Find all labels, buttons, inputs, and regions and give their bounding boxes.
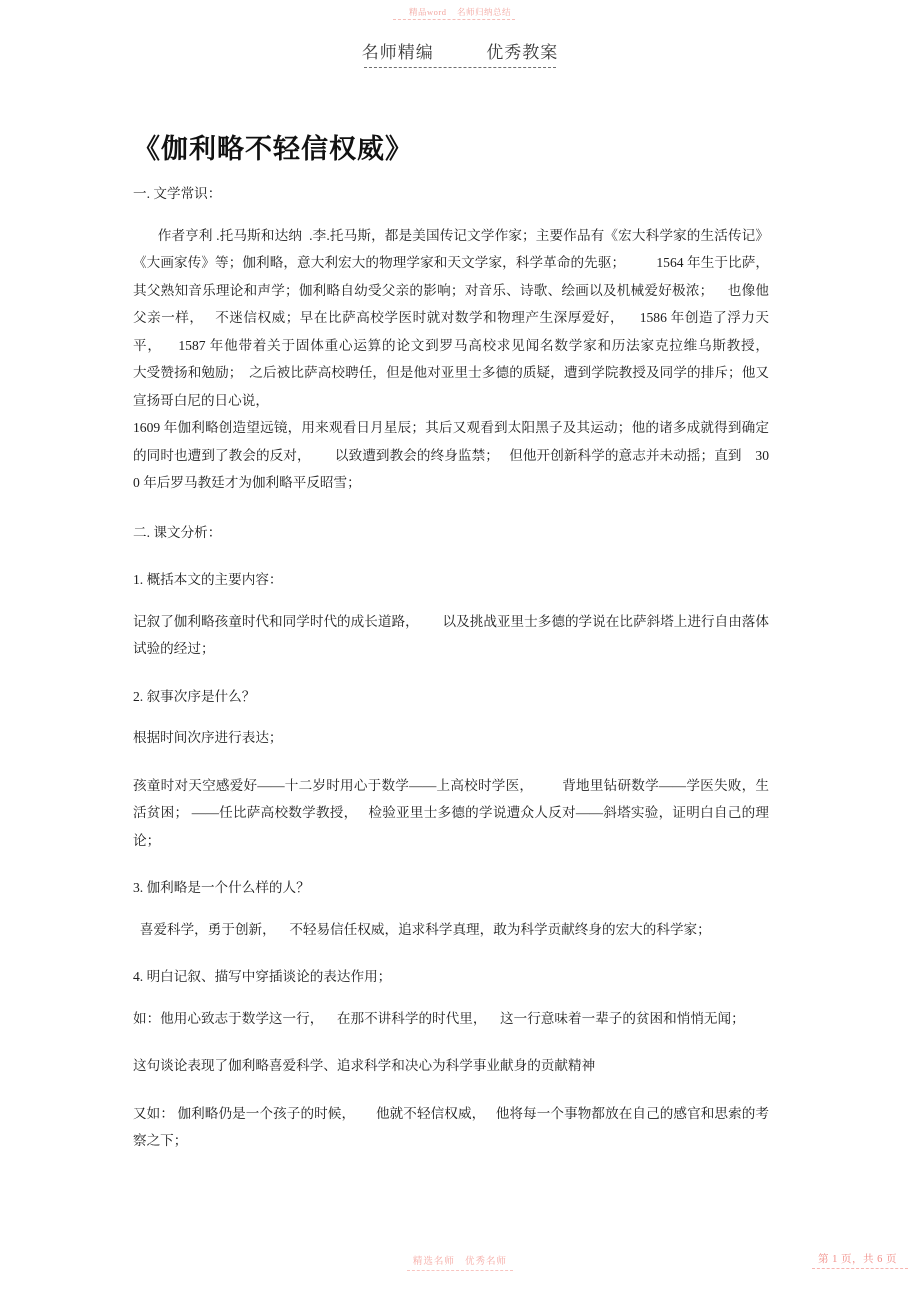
question-4-answer-3: 又如： 伽利略仍是一个孩子的时候， 他就不轻信权威， 他将每一个事物都放在自己的感官和思索的考察之下； (133, 1105, 769, 1148)
page-number-divider (812, 1268, 908, 1269)
bottom-watermark-divider (407, 1270, 513, 1271)
section-heading-literary-knowledge: 一. 文学常识： (133, 186, 222, 201)
paragraph-author-bio: 作者亨利 .托马斯和达纳 .李.托马斯，都是美国传记文学作家；主要作品有《宏大科学家的生活传记》 《大画家传》等；伽利略，意大利宏大的物理学家和天文学家，科学革命的先驱； 1564 年生于比萨，其父熟知音乐理论和声学；伽利略自幼受父亲的影响；对音乐、诗歌、绘画以及机械爱好极浓； 也像他父亲一样， 不迷信权威；早在比萨高校学医时就对数学和物理产生深厚爱好， 1586 年创造了浮力天平， 1587 年他带着关于固体重心运算的论文到罗马高校求见闻名数学家和历法家克拉维乌斯教授， 大受赞扬和勉励； 之后被比萨高校聘任，但是他对亚里士多德的质疑，遭到学院教授及同学的排斥；他又宣扬哥白尼的日心说， (133, 227, 800, 408)
top-watermark: 精品word 名师归纳总结 (409, 7, 511, 17)
question-1-label: 1. 概括本文的主要内容： (133, 572, 283, 587)
page-title: 《伽利略不轻信权威》 (133, 134, 413, 165)
question-4-label: 4. 明白记叙、描写中穿插谈论的表达作用； (133, 969, 392, 984)
question-2-label: 2. 叙事次序是什么？ (133, 688, 256, 704)
question-4-answer-1: 如：他用心致志于数学这一行， 在那不讲科学的时代里， 这一行意味着一辈子的贫困和悄悄无闻； (133, 1010, 745, 1026)
top-watermark-divider (393, 19, 515, 20)
page-number-indicator: 第 1 页，共 6 页 (818, 1254, 897, 1265)
page-header-text: 名师精编 优秀教案 (361, 43, 559, 62)
page-header-divider (364, 67, 557, 68)
paragraph-telescope-legacy: 1609 年伽利略创造望远镜，用来观看日月星辰；其后又观看到太阳黑子及其运动；他的诸多成就得到确定的同时也遭到了教会的反对， 以致遭到教会的终身监禁； 但他开创新科学的意志并未动摇；直到 300 年后罗马教廷才为伽利略平反昭雪； (133, 420, 769, 490)
question-3-answer-1: 喜爱科学，勇于创新， 不轻易信任权威，追求科学真理，敢为科学贡献终身的宏大的科学家； (133, 921, 711, 937)
page-header (0, 38, 920, 68)
question-4-answer-2: 这句谈论表现了伽利略喜爱科学、追求科学和决心为科学事业献身的贡献精神 (133, 1058, 596, 1073)
question-2-answer-2: 孩童时对天空感爱好——十二岁时用心于数学——上高校时学医， 背地里钻研数学——学医失败，生活贫困； ——任比萨高校数学教授， 检验亚里士多德的学说遭众人反对——斜塔实验，证明白自己的理论； (133, 777, 769, 848)
question-1-answer-1: 记叙了伽利略孩童时代和同学时代的成长道路， 以及挑战亚里士多德的学说在比萨斜塔上进行自由落体试验的经过； (133, 613, 769, 656)
question-3-label: 3. 伽利略是一个什么样的人？ (133, 880, 310, 895)
document-body (133, 180, 800, 1155)
section-heading-text-analysis: 二. 课文分析： (133, 524, 222, 540)
bottom-watermark: 精选名师 优秀名师 (412, 1257, 508, 1267)
page-header-inner (362, 38, 559, 68)
question-2-answer-1: 根据时间次序进行表达； (133, 730, 283, 745)
